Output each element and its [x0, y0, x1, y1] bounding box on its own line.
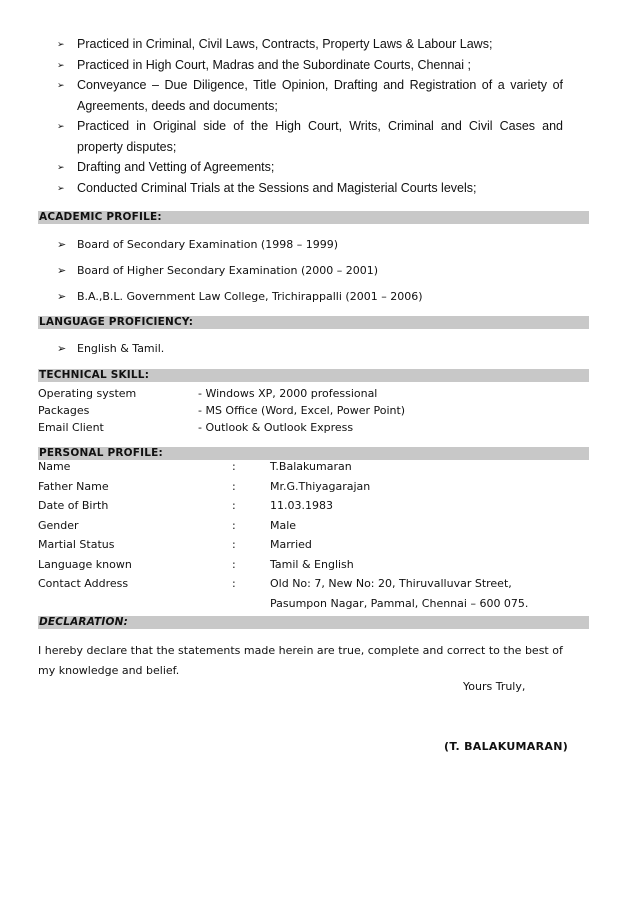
experience-item: ➢ Conveyance – Due Diligence, Title Opinion, Drafting and Registration of a variety of Agreements, deeds and documents; — [57, 75, 563, 116]
arrow-bullet-icon: ➢ — [57, 39, 65, 49]
academic-list — [57, 232, 422, 310]
academic-profile-heading: ACADEMIC PROFILE: — [38, 211, 589, 224]
experience-item: ➢ Practiced in Original side of the High Court, Writs, Criminal and Civil Cases and property disputes; — [57, 116, 563, 157]
arrow-bullet-icon: ➢ — [57, 290, 67, 303]
arrow-bullet-icon: ➢ — [57, 264, 67, 277]
language-item: ➢ English & Tamil. — [57, 336, 164, 362]
experience-item: ➢ Practiced in Criminal, Civil Laws, Contracts, Property Laws & Labour Laws; — [57, 34, 563, 55]
technical-skill-heading: TECHNICAL SKILL: — [38, 369, 589, 382]
technical-row: Packages - MS Office (Word, Excel, Power Point) — [38, 404, 406, 417]
arrow-bullet-icon: ➢ — [57, 342, 67, 355]
technical-row: Operating system - Windows XP, 2000 professional — [38, 387, 378, 400]
arrow-bullet-icon: ➢ — [57, 80, 65, 90]
technical-skill-table — [38, 385, 588, 436]
personal-row: Name : T.Balakumaran — [38, 460, 352, 473]
personal-row: Father Name : Mr.G.Thiyagarajan — [38, 479, 371, 493]
arrow-bullet-icon: ➢ — [57, 182, 65, 193]
language-list — [57, 336, 164, 362]
arrow-bullet-icon: ➢ — [57, 238, 67, 251]
personal-row: Contact Address : Old No: 7, New No: 20, Thiruvalluvar Street, — [38, 577, 512, 590]
personal-row: Language known : Tamil & English — [38, 557, 354, 571]
experience-item: ➢ Conducted Criminal Trials at the Sessions and Magisterial Courts levels; — [57, 178, 563, 199]
address-continuation: Pasumpon Nagar, Pammal, Chennai – 600 075. — [270, 596, 529, 610]
academic-item: ➢ Board of Higher Secondary Examination (2000 – 2001) — [57, 258, 422, 284]
academic-item: ➢ B.A.,B.L. Government Law College, Trichirappalli (2001 – 2006) — [57, 284, 422, 310]
arrow-bullet-icon: ➢ — [57, 59, 65, 70]
personal-profile-heading: PERSONAL PROFILE: — [38, 447, 589, 460]
declaration-heading: DECLARATION: — [38, 616, 589, 629]
academic-item: ➢ Board of Secondary Examination (1998 – 1999) — [57, 232, 422, 258]
experience-item: ➢ Practiced in High Court, Madras and the Subordinate Courts, Chennai ; — [57, 55, 563, 76]
language-proficiency-heading: LANGUAGE PROFICIENCY: — [38, 316, 589, 329]
arrow-bullet-icon: ➢ — [57, 162, 65, 172]
personal-row: Date of Birth : 11.03.1983 — [38, 499, 333, 512]
closing-text: Yours Truly, — [463, 680, 526, 693]
experience-item: ➢ Drafting and Vetting of Agreements; — [57, 157, 563, 178]
technical-row: Email Client - Outlook & Outlook Express — [38, 421, 354, 434]
personal-profile-table — [38, 457, 588, 613]
personal-row: Martial Status : Married — [38, 538, 312, 551]
declaration-text: I hereby declare that the statements made herein are true, complete and correct to the best of my knowledge and belief. — [38, 644, 563, 677]
arrow-bullet-icon: ➢ — [57, 121, 65, 131]
signature-name: (T. BALAKUMARAN) — [444, 740, 569, 753]
experience-list — [57, 34, 563, 198]
personal-row: Gender : Male — [38, 518, 297, 532]
